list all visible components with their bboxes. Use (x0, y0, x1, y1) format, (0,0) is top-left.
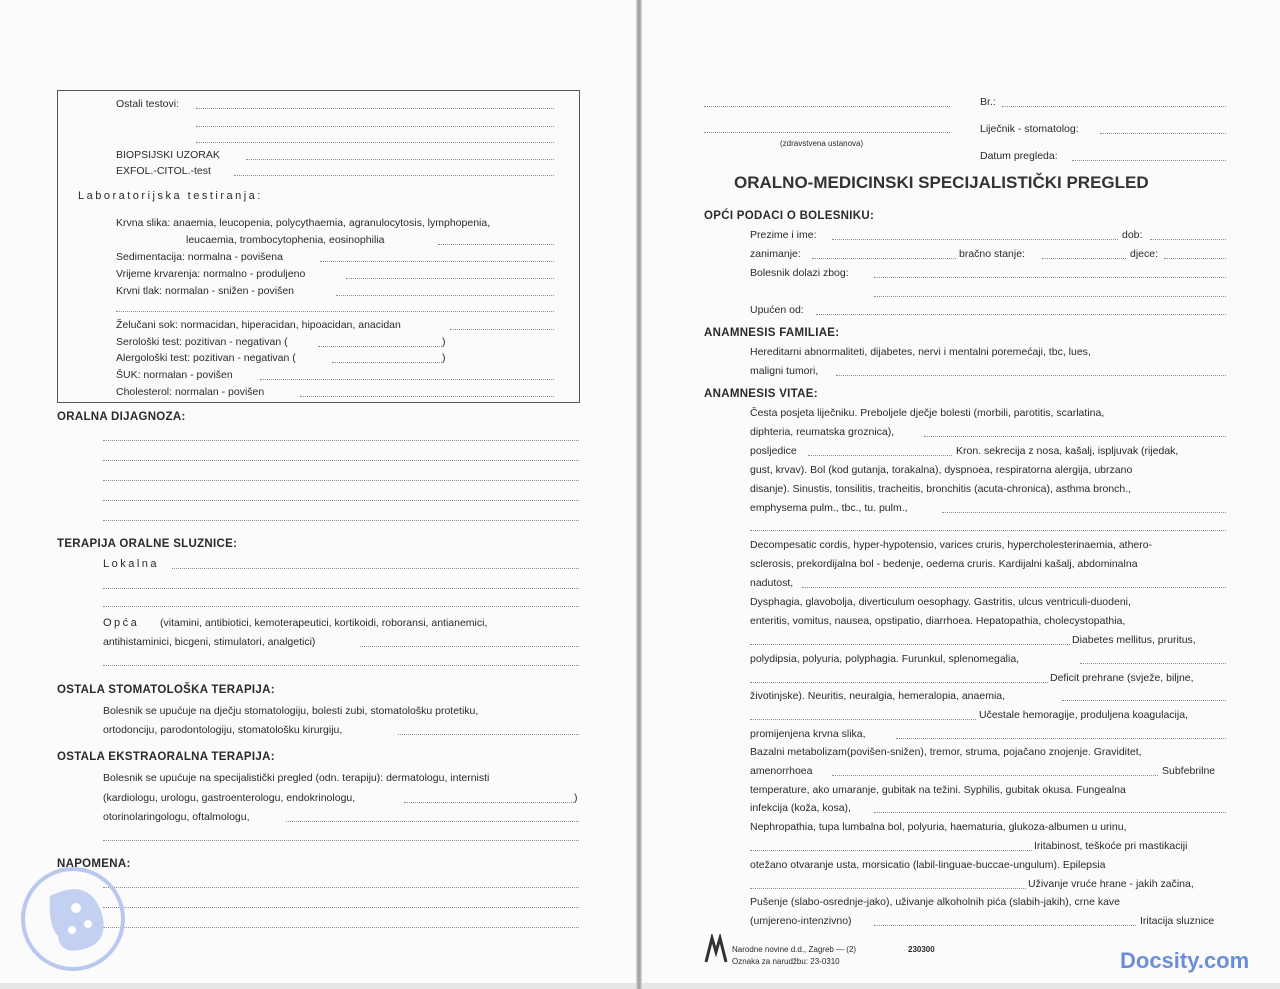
napomena-line[interactable] (103, 887, 579, 888)
footer-publisher: Narodne novine d.d., Zagreb — (2) (732, 945, 857, 954)
upucen-line[interactable] (816, 314, 1226, 315)
lokalna-line[interactable] (172, 568, 579, 569)
zelucani-sok: Želučani sok: normacidan, hiperacidan, hipoacidan, anacidan (116, 319, 401, 331)
br-line[interactable] (1002, 106, 1226, 107)
cholesterol: Cholesterol: normalan - povišen (116, 386, 265, 398)
vitae-fill-line[interactable] (832, 775, 1158, 776)
ostala-ekstra-line[interactable] (286, 821, 579, 822)
vitae-fill-line[interactable] (1080, 663, 1226, 664)
ostala-ekstra-line[interactable] (404, 802, 574, 803)
zanimanje-label: zanimanje: (750, 248, 801, 260)
vrijeme-line[interactable] (346, 278, 554, 279)
vitae-line: amenorrhoea (750, 765, 813, 777)
napomena-line[interactable] (103, 907, 579, 908)
biopsija-line[interactable] (246, 159, 554, 160)
upucen-label: Upućen od: (750, 304, 804, 316)
vitae-line: nadutost, (750, 577, 794, 589)
prezime-label: Prezime i ime: (750, 229, 817, 241)
opca-text-line1: (vitamini, antibiotici, kemoterapeutici, kortikoidi, roboransi, antianemici, (160, 617, 488, 629)
vitae-fill-line[interactable] (750, 644, 1070, 645)
docsity-watermark[interactable]: Docsity.com (1120, 948, 1250, 973)
page-bottom-edge (642, 983, 1280, 989)
lab-heading: Laboratorijska testiranja: (78, 190, 263, 202)
ostala-stom-line1: Bolesnik se upućuje na dječju stomatologiju, bolesti zubi, stomatološku protetiku, (103, 705, 479, 717)
krvni-tlak: Krvni tlak: normalan - snižen - povišen (116, 285, 294, 297)
vitae-line: Dysphagia, glavobolja, diverticulum oesophagy. Gastritis, ulcus ventriculi-duodeni, (750, 596, 1131, 608)
opca-line[interactable] (360, 646, 579, 647)
vitae-fill-line[interactable] (750, 530, 1226, 531)
exfol-line[interactable] (234, 175, 554, 176)
lokalna-line[interactable] (103, 588, 579, 589)
vitae-line: temperature, ako umaranje, gubitak na težini. Syphilis, gubitak okusa. Fungealna (750, 784, 1126, 796)
dijagnoza-line[interactable] (103, 480, 579, 481)
blank-line[interactable] (116, 311, 554, 312)
vitae-line: emphysema pulm., tbc., tu. pulm., (750, 502, 908, 514)
sedimentacija: Sedimentacija: normalna - povišena (116, 251, 283, 263)
vitae-fill-line[interactable] (874, 925, 1136, 926)
dolazi-line[interactable] (874, 296, 1226, 297)
ostala-ekstra-line1: Bolesnik se upućuje na specijalistički pregled (odn. terapiju): dermatologu, internisti (103, 772, 490, 784)
djece-line[interactable] (1164, 258, 1226, 259)
napomena-heading: NAPOMENA: (57, 858, 131, 870)
ostala-stomatoloska-heading: OSTALA STOMATOLOŠKA TERAPIJA: (57, 684, 275, 696)
lijecnik-label: Liječnik - stomatolog: (980, 123, 1079, 135)
ostala-ekstra-line3: otorinolaringologu, oftalmologu, (103, 811, 250, 823)
vitae-line: Česta posjeta liječniku. Preboljele dječje bolesti (morbili, parotitis, scarlatina, (750, 407, 1105, 419)
vrijeme-krvarenja: Vrijeme krvarenja: normalno - produljeno (116, 268, 306, 280)
vitae-line: Pušenje (slabo-osrednje-jako), uživanje alkoholnih pića (slabih-jakih), crne kave (750, 896, 1121, 908)
vitae-line: otežano otvaranje usta, morsicatio (labil-linguae-buccae-ungulum). Epilepsia (750, 859, 1106, 871)
vitae-fill-line[interactable] (750, 888, 1026, 889)
lijecnik-line[interactable] (1100, 133, 1226, 134)
vitae-line: (umjereno-intenzivno) (750, 915, 852, 927)
vitae-line: Učestale hemoragije, produljena koagulacija, (979, 709, 1188, 721)
vitae-line: Deficit prehrane (svježe, biljne, (1050, 672, 1194, 684)
dolazi-line[interactable] (874, 277, 1226, 278)
exfol-label: EXFOL.-CITOL.-test (116, 165, 211, 177)
zdravstvena-ustanova-label: (zdravstvena ustanova) (780, 139, 864, 148)
vitae-fill-line[interactable] (874, 812, 1226, 813)
vitae-line: Iritacija sluznice (1140, 915, 1215, 927)
opca-label: Opća (103, 617, 140, 629)
dob-label: dob: (1122, 229, 1143, 241)
alergoloski-line[interactable] (332, 362, 442, 363)
vitae-line: Decompesatic cordis, hyper-hypotensio, varices cruris, hypercholesterinaemia, athero- (750, 539, 1153, 551)
dijagnoza-line[interactable] (103, 500, 579, 501)
ostali-testovi-line[interactable] (196, 126, 554, 127)
vitae-line: Subfebrilne (1162, 765, 1216, 777)
right-page (642, 0, 1280, 989)
vitae-fill-line[interactable] (750, 850, 1032, 851)
oralna-dijagnoza-heading: ORALNA DIJAGNOZA: (57, 411, 186, 423)
vitae-line: infekcija (koža, kosa), (750, 802, 851, 814)
krvna-slika-line2: leucaemia, trombocytophenia, eosinophilia (186, 234, 385, 246)
seroloski-line[interactable] (318, 346, 442, 347)
ostala-ekstraoralna-heading: OSTALA EKSTRAORALNA TERAPIJA: (57, 751, 275, 763)
vitae-line: Diabetes mellitus, pruritus, (1072, 634, 1196, 646)
vitae-fill-line[interactable] (942, 512, 1226, 513)
sedimentacija-line[interactable] (320, 261, 554, 262)
vitae-fill-line[interactable] (808, 455, 952, 456)
dijagnoza-line[interactable] (103, 520, 579, 521)
vitae-line: enteritis, vomitus, nausea, opstipatio, diarrhoea. Hepatopathia, cholecystopathia, (750, 615, 1126, 627)
dijagnoza-line[interactable] (103, 460, 579, 461)
vitae-line: promijenjena krvna slika, (750, 728, 866, 740)
ostala-ekstra-close: ) (574, 792, 578, 804)
docsity-badge-icon (20, 866, 126, 972)
vitae-line: Nephropathia, tupa lumbalna bol, polyuria, haematuria, glukoza-albumen u urinu, (750, 821, 1127, 833)
anamnesis-vitae-heading: ANAMNESIS VITAE: (704, 388, 818, 400)
familiae-line2: maligni tumori, (750, 365, 819, 377)
datum-label: Datum pregleda: (980, 150, 1058, 162)
zanimanje-line[interactable] (812, 258, 956, 259)
djece-label: djece: (1130, 248, 1159, 260)
footer-number: 230300 (908, 945, 935, 954)
footer-order-code: Oznaka za narudžbu: 23-0310 (732, 957, 840, 966)
biopsija-label: BIOPSIJSKI UZORAK (116, 149, 220, 161)
publisher-logo-icon (704, 934, 728, 964)
vitae-line: Bazalni metabolizam(povišen-snižen), tremor, struma, pojačano znojenje. Graviditet, (750, 746, 1142, 758)
alergoloski-close: ) (442, 352, 446, 364)
vitae-line: Kron. sekrecija z nosa, kašalj, ispljuvak (rijedak, (956, 445, 1179, 457)
ostala-ekstra-line[interactable] (103, 840, 579, 841)
ostali-testovi-label: Ostali testovi: (116, 98, 180, 110)
opca-line[interactable] (103, 665, 579, 666)
vitae-fill-line[interactable] (1062, 700, 1226, 701)
vitae-line: diphteria, reumatska groznica), (750, 426, 895, 438)
suk: ŠUK: normalan - povišen (116, 369, 233, 381)
suk-line[interactable] (260, 379, 554, 380)
vitae-line: gust, krvav). Bol (kod gutanja, torakalna), dyspnoea, respiratorna alergija, ubrzano (750, 464, 1133, 476)
left-page (0, 0, 636, 989)
ostali-testovi-line[interactable] (196, 108, 554, 109)
lokalna-label: Lokalna (103, 558, 160, 570)
lokalna-line[interactable] (103, 606, 579, 607)
ustanova-line[interactable] (704, 132, 950, 133)
terapija-heading: TERAPIJA ORALNE SLUZNICE: (57, 538, 238, 550)
krvna-slika-line1: Krvna slika: anaemia, leucopenia, polycythaemia, agranulocytosis, lymphopenia, (116, 217, 491, 229)
familiae-line[interactable] (836, 375, 1226, 376)
page-bottom-edge (0, 983, 636, 989)
opca-text-line2: antihistaminici, bicgeni, stimulatori, analgetici) (103, 636, 316, 648)
zelucani-line[interactable] (450, 329, 554, 330)
vitae-line: posljedice (750, 445, 797, 457)
opci-podaci-heading: OPĆI PODACI O BOLESNIKU: (704, 210, 875, 222)
bracno-label: bračno stanje: (959, 248, 1025, 260)
dijagnoza-line[interactable] (103, 440, 579, 441)
vitae-fill-line[interactable] (802, 587, 1226, 588)
ostali-testovi-line[interactable] (196, 142, 554, 143)
vitae-line: disanje). Sinustis, tonsilitis, tracheitis, bronchitis (acuta-chronica), asthma bronch., (750, 483, 1132, 495)
krvna-slika-line[interactable] (438, 244, 554, 245)
seroloski-close: ) (442, 336, 446, 348)
vitae-line: polydipsia, polyuria, polyphagia. Furunkul, splenomegalia, (750, 653, 1020, 665)
bracno-line[interactable] (1042, 258, 1126, 259)
vitae-fill-line[interactable] (924, 436, 1226, 437)
alergoloski-test: Alergološki test: pozitivan - negativan ( (116, 352, 296, 364)
vitae-line: Iritabinost, teškoće pri mastikaciji (1034, 840, 1188, 852)
anamnesis-familiae-heading: ANAMNESIS FAMILIAE: (704, 327, 840, 339)
cholesterol-line[interactable] (300, 396, 554, 397)
seroloski-test: Serološki test: pozitivan - negativan ( (116, 336, 288, 348)
ostala-stom-line[interactable] (398, 734, 579, 735)
br-label: Br.: (980, 96, 996, 108)
dob-line[interactable] (1150, 239, 1226, 240)
ustanova-line[interactable] (704, 106, 950, 107)
vitae-line: Uživanje vruće hrane - jakih začina, (1028, 878, 1194, 890)
krvni-tlak-line[interactable] (336, 295, 554, 296)
form-title: ORALNO-MEDICINSKI SPECIJALISTIČKI PREGLED (734, 173, 1149, 192)
vitae-fill-line[interactable] (896, 738, 1226, 739)
vitae-fill-line[interactable] (750, 682, 1048, 683)
ostala-ekstra-line2: (kardiologu, urologu, gastroenterologu, endokrinologu, (103, 792, 356, 804)
napomena-line[interactable] (103, 927, 579, 928)
vitae-line: sclerosis, prekordijalna bol - bedenje, oedema cruris. Kardijalni kašalj, abdominalna (750, 558, 1138, 570)
vitae-fill-line[interactable] (750, 719, 976, 720)
familiae-line1: Hereditarni abnormaliteti, dijabetes, nervi i mentalni poremećaji, tbc, lues, (750, 346, 1091, 358)
ostala-stom-line2: ortodonciju, parodontologiju, stomatološku kirurgiju, (103, 724, 343, 736)
vitae-line: životinjske). Neuritis, neuralgia, hemeralopia, anaemia, (750, 690, 1006, 702)
prezime-line[interactable] (832, 239, 1118, 240)
dolazi-label: Bolesnik dolazi zbog: (750, 267, 849, 279)
datum-line[interactable] (1072, 160, 1226, 161)
